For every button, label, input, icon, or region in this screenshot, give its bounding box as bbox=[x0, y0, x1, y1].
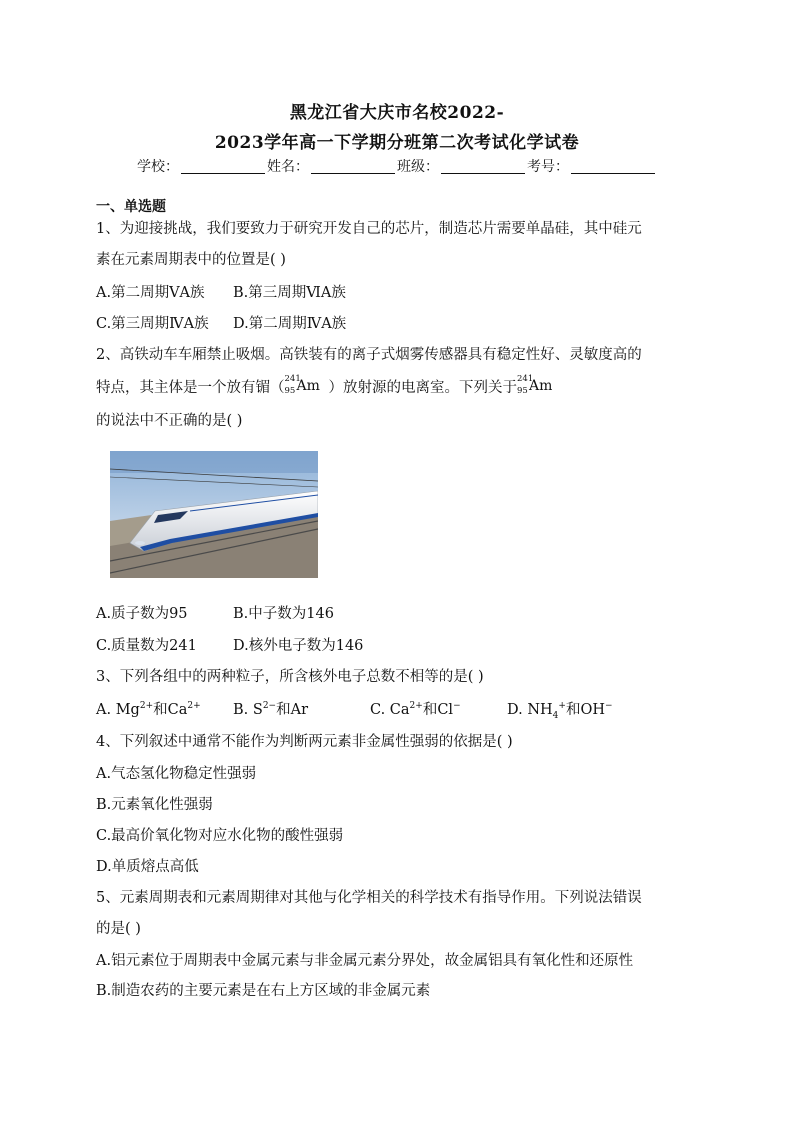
q4-option-c: C.最高价氧化物对应水化物的酸性强弱 bbox=[96, 828, 344, 844]
id-label: 考号： bbox=[527, 159, 569, 175]
q2-stem-line2 bbox=[96, 376, 561, 397]
q3-option-b: B. $S^{2-}$和Ar bbox=[233, 701, 308, 718]
q4-option-d: D.单质熔点高低 bbox=[96, 859, 199, 875]
q2-text-mid: ）放射源的电离室。下列关于 bbox=[328, 380, 517, 396]
exam-title-line1: 黑龙江省大庆市名校2022- bbox=[289, 103, 505, 123]
q1-option-b: B.第三周期ⅥA族 bbox=[233, 285, 346, 301]
q4-option-b: B.元素氧化性强弱 bbox=[96, 797, 213, 813]
q3-stem: 3、下列各组中的两种粒子，所含核外电子总数不相等的是( ) bbox=[96, 669, 484, 685]
name-blank[interactable] bbox=[311, 159, 395, 174]
q3-option-c: C. $Ca^{2+}$和Cl− bbox=[370, 701, 461, 718]
q2-text-pre: 特点，其主体是一个放有镅（ bbox=[96, 380, 285, 396]
q3-option-d: D. $NH_4^+$和OH− bbox=[507, 701, 613, 721]
q4-stem: 4、下列叙述中通常不能作为判断两元素非金属性强弱的依据是( ) bbox=[96, 734, 513, 750]
q2-stem-line1: 2、高铁动车车厢禁止吸烟。高铁装有的离子式烟雾传感器具有稳定性好、灵敏度高的 bbox=[96, 347, 642, 363]
q4-option-a: A.气态氢化物稳定性强弱 bbox=[96, 766, 257, 782]
name-label: 姓名： bbox=[267, 159, 309, 175]
q1-option-c: C.第三周期ⅣA族 bbox=[96, 316, 209, 332]
nuclide-am-241 bbox=[284, 374, 329, 396]
element-symbol: Am bbox=[529, 378, 553, 394]
q5-stem-line1: 5、元素周期表和元素周期律对其他与化学相关的科学技术有指导作用。下列说法错误 bbox=[96, 890, 642, 906]
q2-stem-line3: 的说法中不正确的是( ) bbox=[96, 413, 243, 429]
train-photo bbox=[110, 451, 318, 578]
high-speed-train-image bbox=[110, 451, 318, 578]
q2-options-row1 bbox=[96, 602, 334, 623]
nuclide-am-241 bbox=[517, 374, 561, 396]
q5-option-a: A.铝元素位于周期表中金属元素与非金属元素分界处，故金属铝具有氧化性和还原性 bbox=[96, 953, 634, 969]
q3-options-row bbox=[96, 698, 613, 719]
q2-option-d: D.核外电子数为146 bbox=[233, 638, 364, 654]
mass-number: 241 bbox=[284, 374, 301, 384]
id-blank[interactable] bbox=[571, 159, 655, 174]
school-blank[interactable] bbox=[181, 159, 265, 174]
q1-options-row2 bbox=[96, 312, 346, 333]
exam-title-line2: 2023学年高一下学期分班第二次考试化学试卷 bbox=[214, 133, 580, 153]
q1-option-d: D.第二周期ⅣA族 bbox=[233, 316, 347, 332]
q5-option-b: B.制造农药的主要元素是在右上方区域的非金属元素 bbox=[96, 983, 431, 999]
q3-option-a: A. $Mg^{2+}$和$Ca^{2+}$ bbox=[96, 701, 201, 718]
element-symbol: Am bbox=[296, 378, 320, 394]
q2-option-a: A.质子数为95 bbox=[96, 606, 188, 622]
school-label: 学校： bbox=[137, 159, 179, 175]
q2-option-c: C.质量数为241 bbox=[96, 638, 197, 654]
atomic-number: 95 bbox=[284, 386, 296, 396]
q2-options-row2 bbox=[96, 634, 363, 655]
class-label: 班级： bbox=[397, 159, 439, 175]
q1-options-row1 bbox=[96, 281, 346, 302]
q1-stem-line2: 素在元素周期表中的位置是( ) bbox=[96, 252, 286, 268]
q2-option-b: B.中子数为146 bbox=[233, 606, 334, 622]
section-heading: 一、单选题 bbox=[96, 199, 166, 215]
mass-number: 241 bbox=[517, 374, 534, 384]
q5-stem-line2: 的是( ) bbox=[96, 921, 141, 937]
student-info-line bbox=[0, 156, 794, 176]
atomic-number: 95 bbox=[517, 386, 528, 396]
q1-stem-line1: 1、为迎接挑战，我们要致力于研究开发自己的芯片，制造芯片需要单晶硅，其中硅元 bbox=[96, 221, 642, 237]
class-blank[interactable] bbox=[441, 159, 525, 174]
q1-option-a: A.第二周期ⅤA族 bbox=[96, 285, 205, 301]
